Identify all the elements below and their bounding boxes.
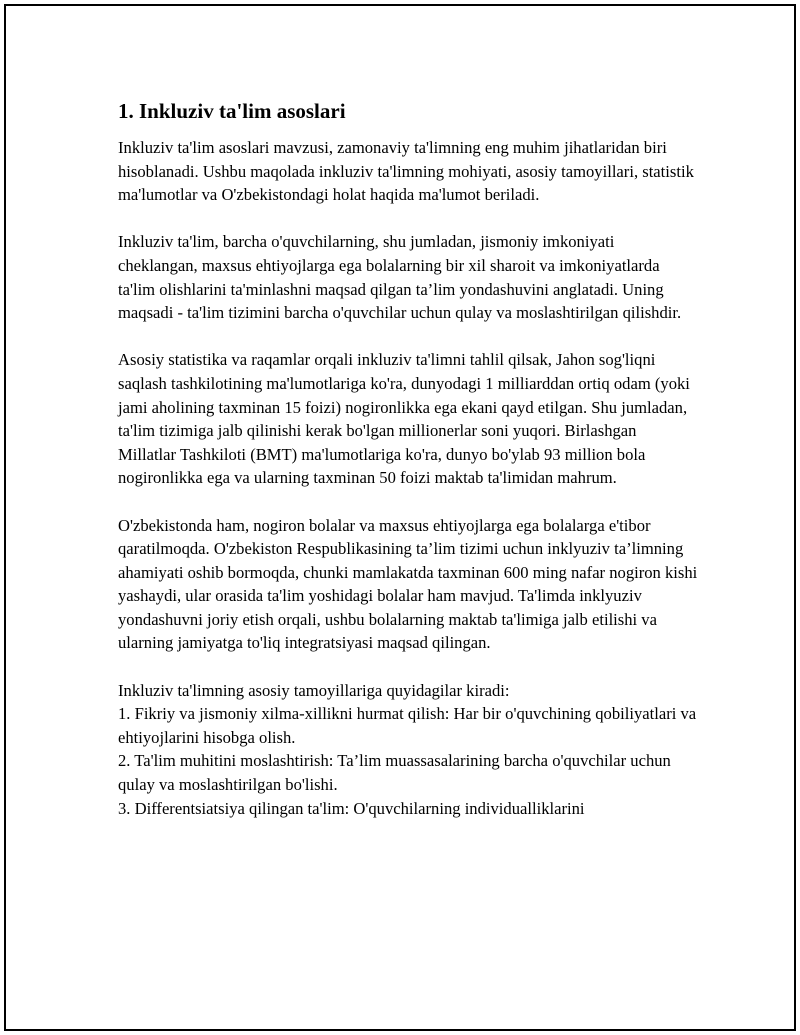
list-intro: Inkluziv ta'limning asosiy tamoyillariga quyidagilar kiradi: <box>118 680 510 700</box>
list-item: 2. Ta'lim muhitini moslashtirish: Ta’lim muassasalarining barcha o'quvchilar uchun qulay va moslashtirilgan bo'lishi. <box>118 751 671 795</box>
paragraph-definition: Inkluziv ta'lim, barcha o'quvchilarning, shu jumladan, jismoniy imkoniyati cheklangan, maxsus ehtiyojlarga ega bolalarning bir xil sharoit va imkoniyatlarda ta'lim olishlarini ta'minlashni maqsad qilgan ta’lim yondashuvini anglatadi. Uning maqsadi - ta'lim tizimini barcha o'quvchilar uchun qulay va moslashtirilgan qilishdir. <box>118 232 682 323</box>
list-item: 3. Differentsiatsiya qilingan ta'lim: O'quvchilarning individualliklarini <box>118 798 585 818</box>
paragraph-intro: Inkluziv ta'lim asoslari mavzusi, zamonaviy ta'limning eng muhim jihatlaridan biri hisoblanadi. Ushbu maqolada inkluziv ta'limning mohiyati, asosiy tamoyillari, statistik ma'lumotlar va O'zbekistondagi holat haqida ma'lumot beriladi. <box>118 138 694 205</box>
principles-list <box>118 702 698 820</box>
paragraph-uzbekistan: O'zbekistonda ham, nogiron bolalar va maxsus ehtiyojlarga ega bolalarga e'tibor qaratilmoqda. O'zbekiston Respublikasining ta’lim tizimi uchun inklyuziv ta’limning ahamiyati oshib bormoqda, chunki mamlakatda taxminan 600 ming nafar nogiron kishi yashaydi, ular orasida ta'lim yoshidagi bolalar ham mavjud. Ta'limda inklyuziv yondashuvni joriy etish orqali, ushbu bolalarning maktab ta'limiga jalb etilishi va ularning jamiyatga to'liq integratsiyasi maqsad qilingan. <box>118 515 698 653</box>
page-frame <box>4 4 796 1031</box>
document-body <box>118 96 698 820</box>
section-title: 1. Inkluziv ta'lim asoslari <box>118 99 346 123</box>
list-item: 1. Fikriy va jismoniy xilma-xillikni hurmat qilish: Har bir o'quvchining qobiliyatlari va ehtiyojlarini hisobga olish. <box>118 704 697 747</box>
paragraph-statistics: Asosiy statistika va raqamlar orqali inkluziv ta'limni tahlil qilsak, Jahon sog'liqni saqlash tashkilotining ma'lumotlariga ko'ra, dunyodagi 1 milliarddan ortiq odam (yoki jami aholining taxminan 15 foizi) nogironlikka ega ekani qayd etilgan. Shu jumladan, ta'lim tizimiga jalb qilinishi kerak bo'lgan millionerlar soni yuqori. Birlashgan Millatlar Tashkiloti (BMT) ma'lumotlariga ko'ra, dunyo bo'ylab 93 million bola nogironlikka ega va ularning taxminan 50 foizi maktab ta'limidan mahrum. <box>118 350 690 488</box>
